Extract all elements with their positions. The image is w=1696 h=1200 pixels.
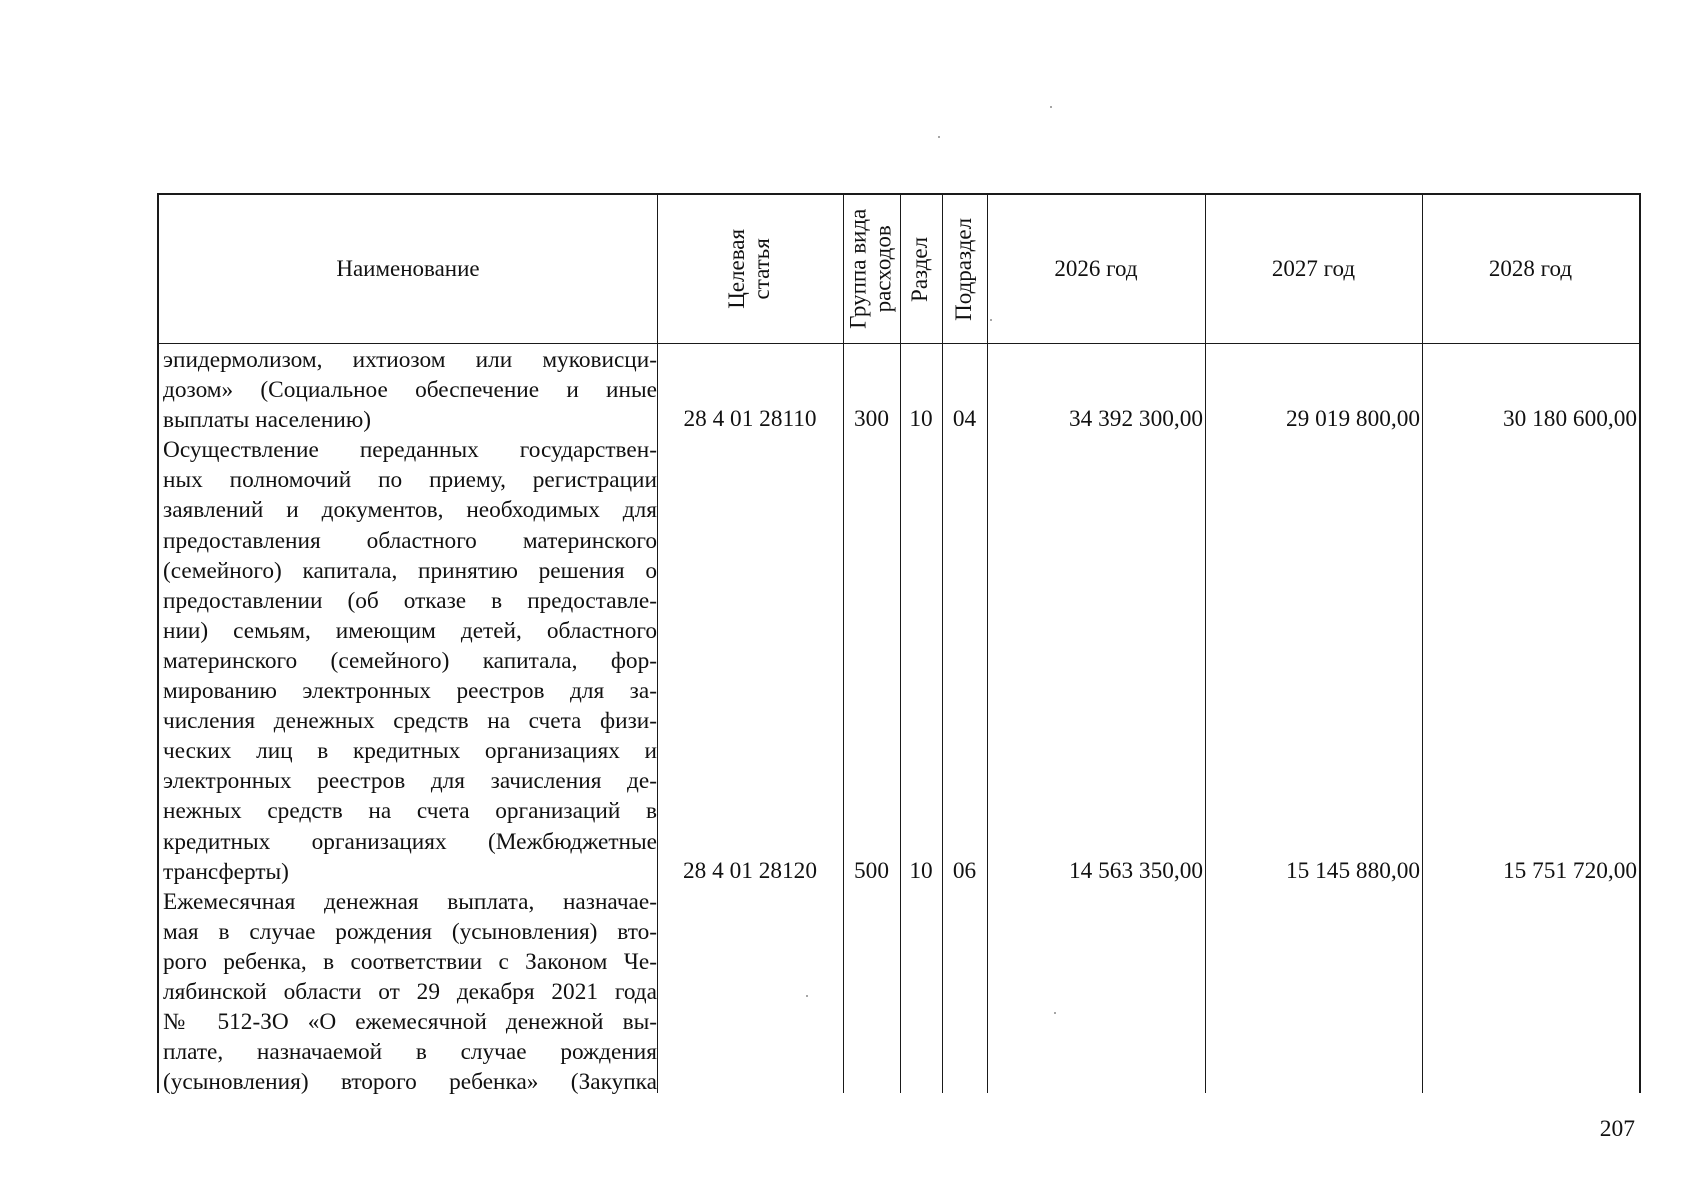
row1-expense-group: 300	[854, 406, 889, 432]
name-line: № 512-ЗО «О ежемесячной денежной вы-	[163, 1009, 657, 1036]
header-subsection-label: Подраздел	[951, 217, 977, 321]
name-line: ческих лиц в кредитных организациях и	[163, 738, 657, 765]
scan-speck	[1050, 106, 1052, 108]
header-year-2028-label: 2028 год	[1488, 255, 1573, 281]
header-target-article	[657, 195, 843, 343]
header-section-label: Раздел	[907, 236, 933, 302]
header-year-2028	[1422, 195, 1639, 343]
row2-amount-2026: 14 563 350,00	[1069, 858, 1203, 884]
row2-target-article: 28 4 01 28120	[683, 858, 817, 884]
name-line: выплаты населению)	[163, 407, 371, 434]
name-line: нии) семьям, имеющим детей, областного	[163, 617, 657, 644]
row2-amount-2027: 15 145 880,00	[1286, 858, 1420, 884]
header-year-2027	[1205, 195, 1422, 343]
name-line: рого ребенка, в соответствии с Законом Че-	[163, 948, 657, 975]
scan-speck	[938, 136, 940, 138]
header-expense-group-line1: Группа вида	[845, 208, 871, 330]
header-divider	[159, 343, 1639, 344]
header-year-2027-label: 2027 год	[1271, 255, 1356, 281]
name-line: заявлений и документов, необходимых для	[163, 497, 657, 524]
row2-section: 10	[909, 858, 933, 884]
header-year-2026-label: 2026 год	[1054, 255, 1138, 281]
row2-expense-group: 500	[854, 858, 889, 884]
header-section-rotated	[909, 236, 934, 301]
name-line: предоставления областного материнского	[163, 527, 657, 554]
name-line: мая в случае рождения (усыновления) вто-	[163, 918, 657, 945]
name-line: Ежемесячная денежная выплата, назначае-	[163, 888, 657, 915]
name-line: трансферты)	[163, 858, 289, 885]
header-section	[900, 195, 942, 343]
row2-amount-2028: 15 751 720,00	[1503, 858, 1637, 884]
header-name	[159, 195, 657, 343]
header-target-article-line1: Целевая	[724, 229, 750, 309]
row1-amount-2027: 29 019 800,00	[1286, 406, 1420, 432]
name-line: дозом» (Социальное обеспечение и иные	[163, 377, 657, 404]
header-target-article-line2: статья	[748, 238, 774, 300]
header-subsection-rotated	[952, 218, 977, 321]
row1-target-article: 28 4 01 28110	[683, 406, 817, 432]
name-line: электронных реестров для зачисления де-	[163, 768, 657, 795]
header-target-article-rotated	[725, 229, 775, 309]
name-line: плате, назначаемой в случае рождения	[163, 1039, 657, 1066]
row1-section: 10	[909, 406, 933, 432]
name-line: кредитных организациях (Межбюджетные	[163, 828, 657, 855]
row2-subsection: 06	[952, 858, 977, 884]
name-line: Осуществление переданных государствен-	[163, 437, 657, 464]
header-expense-group-line2: расходов	[870, 225, 896, 313]
header-name-label: Наименование	[336, 255, 480, 281]
name-line: (семейного) капитала, принятию решения о	[163, 557, 657, 584]
budget-table	[157, 193, 1641, 1096]
name-column-text	[163, 345, 657, 1097]
header-expense-group	[843, 195, 900, 343]
row1-amount-2026: 34 392 300,00	[1069, 406, 1203, 432]
header-expense-group-rotated	[847, 209, 897, 329]
name-line: ных полномочий по приему, регистрации	[163, 467, 657, 494]
header-year-2026	[987, 195, 1205, 343]
name-line: предоставлении (об отказе в предоставле-	[163, 587, 657, 614]
name-line: мированию электронных реестров для за-	[163, 678, 657, 705]
row1-amount-2028: 30 180 600,00	[1503, 406, 1637, 432]
row1-subsection: 04	[952, 406, 977, 432]
name-line: эпидермолизом, ихтиозом или муковисци-	[163, 347, 657, 373]
header-subsection	[942, 195, 987, 343]
name-line: материнского (семейного) капитала, фор-	[163, 647, 657, 674]
name-line: (усыновления) второго ребенка» (Закупка	[163, 1069, 657, 1096]
name-line: числения денежных средств на счета физи-	[163, 708, 657, 735]
name-line: нежных средств на счета организаций в	[163, 798, 657, 825]
name-line: лябинской области от 29 декабря 2021 года	[163, 978, 657, 1005]
page-number: 207	[1599, 1116, 1635, 1142]
